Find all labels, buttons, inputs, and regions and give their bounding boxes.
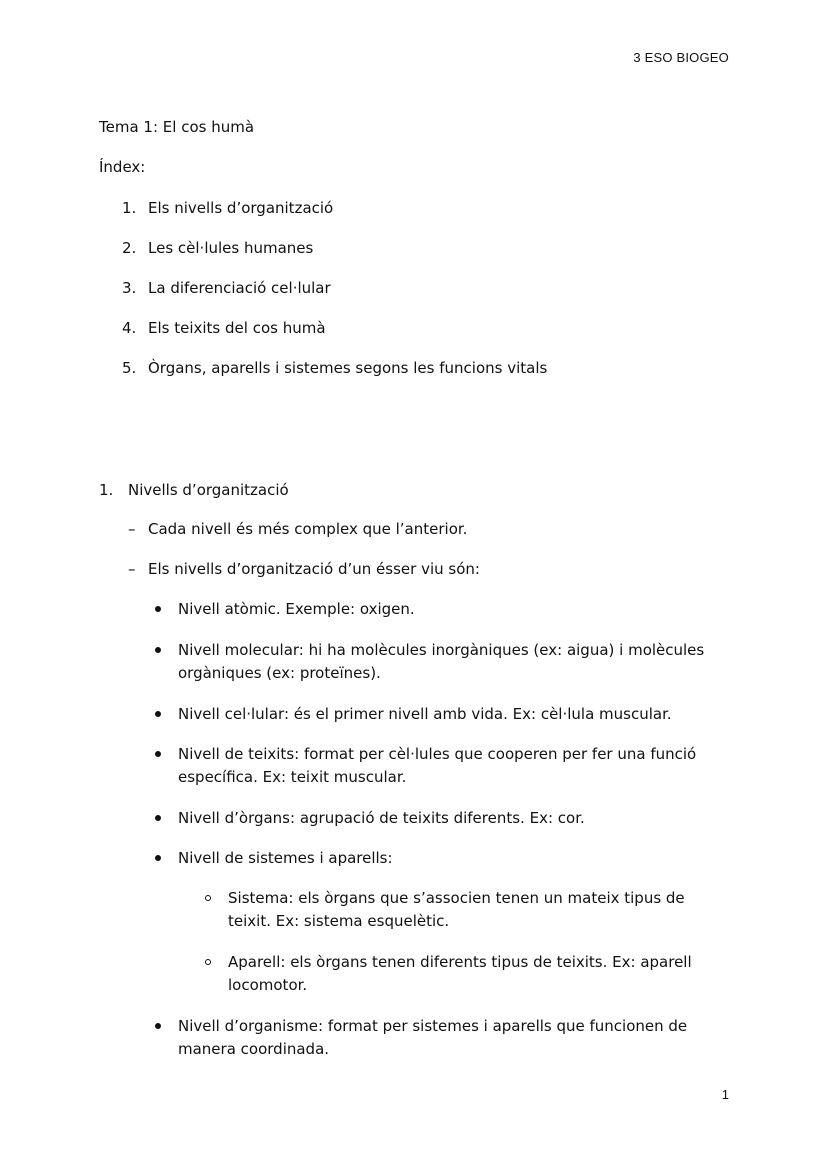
- dash-icon: –: [128, 520, 136, 538]
- bullet-item: Nivell de teixits: format per cèl·lules que cooperen per fer una funció específica. Ex: teixit muscular.: [178, 745, 697, 786]
- dash-item: Els nivells d’organització d’un ésser viu són:: [148, 560, 480, 578]
- bullet-item: Nivell d’òrgans: agrupació de teixits diferents. Ex: cor.: [178, 809, 585, 827]
- index-item-number: 3.: [122, 279, 137, 297]
- index-item-number: 1.: [122, 199, 137, 217]
- bullet-icon: [155, 751, 161, 757]
- bullet-icon: [155, 815, 161, 821]
- sub-bullet-item: Sistema: els òrgans que s’associen tenen un mateix tipus de teixit. Ex: sistema esquelètic.: [228, 889, 685, 930]
- circle-bullet-icon: [205, 959, 211, 965]
- index-item: Les cèl·lules humanes: [148, 239, 314, 257]
- section-number: 1.: [99, 481, 114, 499]
- bullet-icon: [155, 606, 161, 612]
- bullet-icon: [155, 1023, 161, 1029]
- sub-bullet-item: Aparell: els òrgans tenen diferents tipus de teixits. Ex: aparell locomotor.: [228, 953, 692, 994]
- index-item-number: 4.: [122, 319, 137, 337]
- bullet-item: Nivell atòmic. Exemple: oxigen.: [178, 600, 415, 618]
- bullet-item: Nivell molecular: hi ha molècules inorgàniques (ex: aigua) i molècules orgàniques (ex: proteïnes).: [178, 641, 705, 682]
- bullet-icon: [155, 855, 161, 861]
- bullet-icon: [155, 647, 161, 653]
- bullet-icon: [155, 711, 161, 717]
- dash-icon: –: [128, 560, 136, 578]
- document-title: Tema 1: El cos humà: [99, 118, 255, 136]
- bullet-item: Nivell de sistemes i aparells:: [178, 849, 393, 867]
- bullet-item: Nivell d’organisme: format per sistemes i aparells que funcionen de manera coordinada.: [178, 1017, 688, 1058]
- document-header: 3 ESO BIOGEO: [633, 50, 729, 65]
- section-heading: Nivells d’organització: [128, 481, 289, 499]
- index-item: La diferenciació cel·lular: [148, 279, 331, 297]
- index-item: Els nivells d’organització: [148, 199, 334, 217]
- index-item-number: 5.: [122, 359, 137, 377]
- circle-bullet-icon: [205, 895, 211, 901]
- index-label: Índex:: [99, 158, 146, 176]
- index-item-number: 2.: [122, 239, 137, 257]
- index-item: Òrgans, aparells i sistemes segons les funcions vitals: [148, 359, 548, 377]
- page-number: 1: [721, 1087, 729, 1102]
- dash-item: Cada nivell és més complex que l’anterior.: [148, 520, 468, 538]
- bullet-item: Nivell cel·lular: és el primer nivell amb vida. Ex: cèl·lula muscular.: [178, 705, 672, 723]
- index-item: Els teixits del cos humà: [148, 319, 326, 337]
